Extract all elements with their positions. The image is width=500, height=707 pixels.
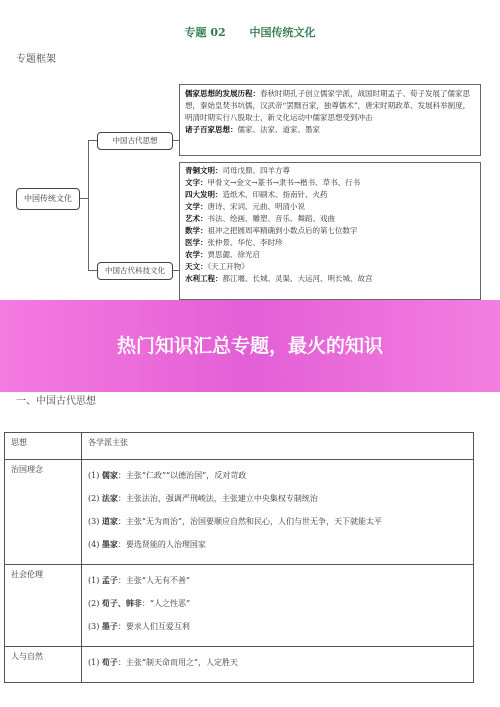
culture-text: 唐诗、宋词、元曲、明清小说 bbox=[207, 202, 305, 211]
list-item bbox=[88, 619, 467, 634]
culture-item bbox=[185, 249, 475, 261]
culture-text: 张仲景、华佗、李时珍 bbox=[207, 238, 283, 247]
item-text: ：主张“无为而治”，治国要顺应自然和民心，人们与世无争，天下就能太平 bbox=[117, 517, 383, 526]
table-header: 各学派主张 bbox=[82, 433, 474, 460]
item-text: ：要选贤能的人治理国家 bbox=[117, 540, 206, 549]
topic-header bbox=[0, 24, 500, 40]
item-number: (3) bbox=[88, 622, 102, 631]
list-item bbox=[88, 491, 467, 506]
table-row bbox=[5, 460, 474, 565]
culture-item bbox=[185, 237, 475, 249]
list-item bbox=[88, 655, 467, 670]
culture-text: 造纸术、印刷术、指南针、火药 bbox=[222, 190, 328, 199]
item-text: ：主张“制天命而用之”，人定胜天 bbox=[117, 658, 239, 667]
school-name: 儒家 bbox=[101, 470, 118, 480]
culture-item bbox=[185, 201, 475, 213]
culture-label: 青铜文明： bbox=[185, 166, 223, 175]
item-number: (3) bbox=[88, 517, 102, 526]
school-name: 墨子 bbox=[101, 621, 118, 631]
school-name: 法家 bbox=[101, 493, 118, 503]
culture-box bbox=[179, 162, 481, 300]
list-item bbox=[88, 468, 467, 483]
culture-label: 文学： bbox=[185, 202, 208, 211]
school-name: 道家 bbox=[101, 516, 118, 526]
frame-title: 专题框架 bbox=[16, 54, 56, 65]
connector bbox=[88, 140, 89, 270]
mindmap-branch-thought: 中国古代思想 bbox=[97, 132, 173, 150]
culture-item bbox=[185, 273, 475, 285]
item-text: ：要求人们互爱互利 bbox=[117, 622, 190, 631]
list-item bbox=[88, 596, 467, 611]
mindmap-root: 中国传统文化 bbox=[16, 188, 80, 210]
connector bbox=[88, 270, 97, 271]
culture-text: 贾思勰、徐光启 bbox=[207, 250, 260, 259]
culture-label: 医学： bbox=[185, 238, 208, 247]
culture-text: 《天工开物》 bbox=[207, 262, 249, 271]
item-text: ：主张“人无有不善” bbox=[117, 576, 191, 585]
text-schools: 儒家、法家、道家、墨家 bbox=[237, 125, 320, 134]
culture-text: 书法、绘画、雕塑、音乐、舞蹈、戏曲 bbox=[207, 214, 335, 223]
row-category: 社会伦理 bbox=[5, 565, 82, 647]
section-title: 一、中国古代思想 bbox=[16, 396, 96, 407]
culture-text: 甲骨文→金文→篆书→隶书→楷书、草书、行书 bbox=[207, 178, 361, 187]
row-category: 人与自然 bbox=[5, 647, 82, 683]
culture-label: 四大发明： bbox=[185, 190, 223, 199]
item-text: ：主张法治，强调严刑峻法，主张建立中央集权专制统治 bbox=[117, 494, 318, 503]
culture-label: 数学： bbox=[185, 226, 208, 235]
culture-label: 水利工程： bbox=[185, 274, 223, 283]
culture-text: 都江堰、长城、灵渠、大运河、明长城、故宫 bbox=[222, 274, 373, 283]
item-number: (1) bbox=[88, 658, 102, 667]
topic-name: 中国传统文化 bbox=[249, 26, 316, 39]
item-number: (4) bbox=[88, 540, 102, 549]
text-ru-history: 春秋时期孔子创立儒家学派，战国时期孟子、荀子发展了儒家思想，秦始皇焚书坑儒，汉武帝“罢黜百家，独尊儒术”，唐宋时期政革、发展科举制度，明清时期实行八股取士，新文化运动中儒家思想受到冲击 bbox=[185, 89, 471, 122]
culture-item bbox=[185, 165, 475, 177]
culture-label: 文字： bbox=[185, 178, 208, 187]
connector bbox=[88, 140, 97, 141]
row-content bbox=[82, 565, 474, 647]
item-number: (2) bbox=[88, 599, 102, 608]
banner-text: 热门知识汇总专题，最火的知识 bbox=[116, 335, 383, 357]
school-name: 孟子 bbox=[101, 575, 118, 585]
row-category: 治国理念 bbox=[5, 460, 82, 565]
culture-text: 祖冲之把圆周率精确到小数点后的第七位数字 bbox=[207, 226, 358, 235]
school-name: 荀子 bbox=[101, 657, 118, 667]
culture-item bbox=[185, 189, 475, 201]
item-text: ：主张“仁政”“以德治国”，反对苛政 bbox=[117, 471, 247, 480]
item-number: (2) bbox=[88, 494, 102, 503]
list-item bbox=[88, 537, 467, 552]
item-number: (1) bbox=[88, 576, 102, 585]
label-ru-history: 儒家思想的发展历程： bbox=[185, 89, 260, 98]
item-text: ：“人之性恶” bbox=[141, 599, 191, 608]
promo-banner[interactable] bbox=[0, 300, 500, 392]
list-item bbox=[88, 514, 467, 529]
school-name: 墨家 bbox=[101, 539, 118, 549]
school-name: 荀子、韩非 bbox=[101, 598, 142, 608]
culture-item bbox=[185, 225, 475, 237]
mindmap-branch-culture: 中国古代科技文化 bbox=[97, 262, 173, 280]
connector bbox=[80, 198, 88, 199]
item-number: (1) bbox=[88, 471, 102, 480]
culture-text: 司母戊鼎、四羊方尊 bbox=[222, 166, 290, 175]
culture-label: 艺术： bbox=[185, 214, 208, 223]
table-row bbox=[5, 647, 474, 683]
culture-label: 天文： bbox=[185, 262, 208, 271]
culture-item bbox=[185, 177, 475, 189]
thought-box bbox=[179, 84, 481, 156]
table-header: 思想 bbox=[5, 433, 82, 460]
row-content bbox=[82, 647, 474, 683]
table-row bbox=[5, 565, 474, 647]
culture-label: 农学： bbox=[185, 250, 208, 259]
row-content bbox=[82, 460, 474, 565]
culture-item bbox=[185, 261, 475, 273]
label-schools: 诸子百家思想： bbox=[185, 125, 238, 134]
table-header-row bbox=[5, 433, 474, 460]
list-item bbox=[88, 573, 467, 588]
thought-table bbox=[4, 432, 474, 683]
culture-item bbox=[185, 213, 475, 225]
topic-number: 专题 02 bbox=[184, 26, 226, 39]
